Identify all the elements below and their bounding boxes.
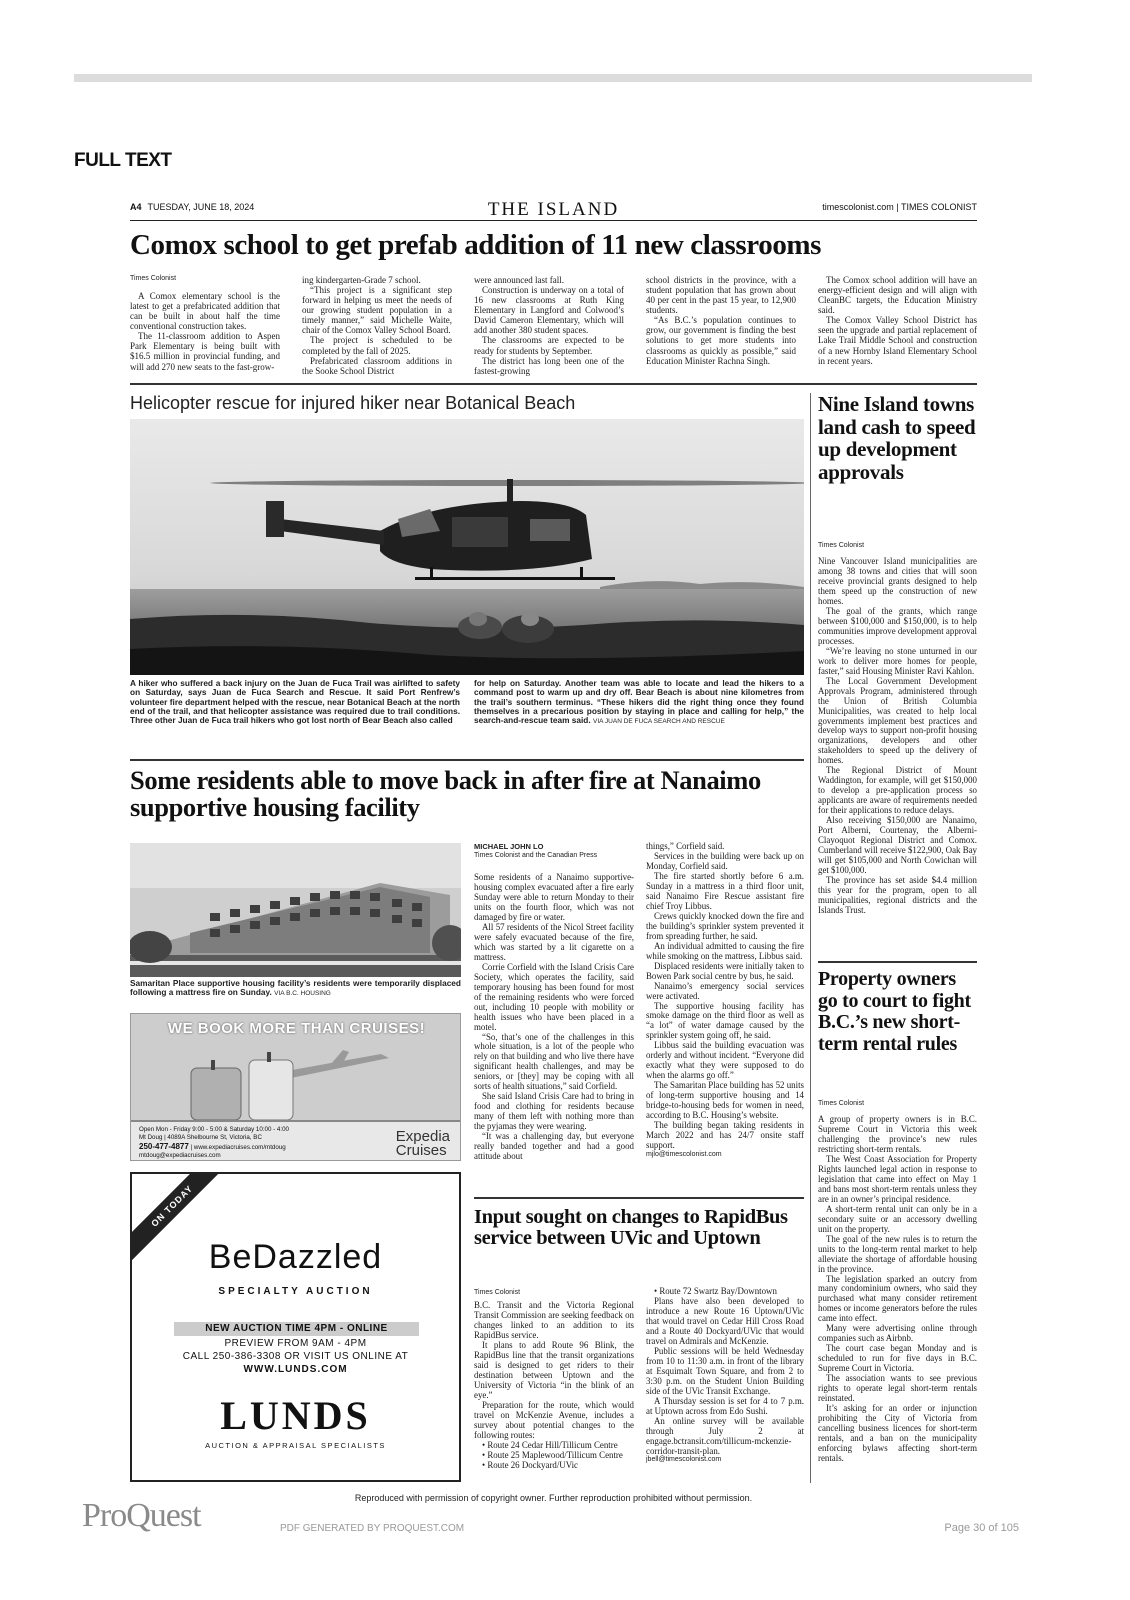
nanaimo-col-1: Some residents of a Nanaimo supportive-housing complex evacuated after a fire early Sunday were able to return Monday to their units on the fourth floor, which was not damaged by fire or water. All 57 residents of the Nicol Street facility were safely evacuated because of the fire, which was started by a lit cigarette on a mattress. Corrie Corfield with the Island Crisis Care Society, which operates the facility, said temporary housing has been found for most of the remaining residents who were forced out, including 10 people with mobility or health issues who have been placed in a motel. “So, that’s one of the challenges in this whole situation, is a lot of the people who rely on that building and who live there have significant health challenges, and may be seniors, or [they] may be coping with all sorts of health situations,” said Corfield. She said Island Crisis Care had to bring in food and clothing for residents because many of them left with nothing more than the pyjamas they were wearing. “It was a challenging day, but everyone really banded together and had a good attitude about (474, 872, 634, 1162)
section-rule (474, 1197, 804, 1199)
nanaimo-col-2: things,” Corfield said. Services in the building were back up on Monday, Corfield said. The fire started shortly before 6 a.m. Sunday in a mattress in a third floor unit, said Nanaimo Fire Rescue assistant fire chief Troy Libbus. Crews quickly knocked down the fire and the building’s sprinkler system prevented it from spreading further, he said. An individual admitted to causing the fire while smoking on the mattress, Libbus said. Displaced residents were initially taken to Bowen Park social centre by bus, he said. Nanaimo’s emergency social services were activated. The supportive housing facility has smoke damage on the third floor as well as “a lot” of water damage caused by the sprinkler system going off, he said. Libbus said the building evacuation was orderly and without incident. “Everyone did exactly what they were supposed to do when the alarms go off.” The Samaritan Place building has 52 units of long-term supportive housing and 14 bridge-to-housing beds for women in need, according to B.C. Housing’s website. The building began taking residents in March 2022 and has 24/7 onsite staff support. mjlo@timescolonist.com (646, 841, 804, 1159)
housing-photo-caption: Samaritan Place supportive housing facility’s residents were temporarily displaced following a mattress fire on Sunday. VIA B.C. HOUSING (130, 978, 461, 998)
rental-body: A group of property owners is in B.C. Supreme Court in Victoria this week challenging the province’s new rules restricting short-term rentals. The West Coast Association for Property Rights launched legal action in response to legislation that came into effect on May 1 and bans most short-term rentals unless they are in an owner’s principal residence. A short-term rental unit can only be in a secondary suite or an accessory dwelling unit on the property. The goal of the new rules is to return the units to the long-term rental market to help alleviate the shortage of affordable housing in the province. The legislation sparked an outcry from many condominium owners, who said they purchased what many consider retirement homes or income generators before the rules came into effect. Many were advertising online through companies such as Airbnb. The court case began Monday and is scheduled to run for five days in B.C. Supreme Court in Victoria. The association wants to see previous rights to operate legal short-term rentals reinstated. It’s asking for an order or injunction prohibiting the City of Victoria from cancelling business licences for short-term rentals, and a ban on the municipality enforcing bylaws affecting short-term rentals. (818, 1114, 977, 1463)
helicopter-headline: Helicopter rescue for injured hiker near Botanical Beach (130, 393, 576, 413)
newspaper-page (130, 197, 977, 1503)
nanaimo-headline: Some residents able to move back in after fire at Nanaimo supportive housing facility (130, 765, 761, 823)
helicopter-caption-left: A hiker who suffered a back injury on the Juan de Fuca Trail was airlifted to safety on Saturday, says Juan de Fuca Search and Rescue. It said Port Renfrew’s volunteer fire department helped with the rescue, near Botanical Beach at the north end of the trail, and that helicopter assistance was required due to trail conditions. Three other Juan de Fuca trail hikers who got lost north of Bear Beach also called (130, 678, 460, 726)
comox-col-1: A Comox elementary school is the latest to get a prefabricated addition that can be built in about half the time conventional construction takes. The 11-classroom addition to Aspen Park Elementary is being built with $16.5 million in provincial funding, and will add 270 new seats to the fast-grow- (130, 291, 280, 372)
column-divider (810, 393, 811, 1483)
site-label: timescolonist.com | TIMES COLONIST (822, 202, 977, 212)
lunds-tagline: AUCTION & APPRAISAL SPECIALISTS (205, 1441, 386, 1450)
auction-ad[interactable] (130, 1172, 461, 1482)
auction-time-banner: NEW AUCTION TIME 4PM - ONLINE (174, 1322, 419, 1336)
helicopter-caption-right: for help on Saturday. Another team was able to locate and lead the hikers to a command post to warm up and dry off. Bear Beach is about nine kilometres from the trail’s southern terminus. “These hikers did the right thing once they found themselves in a precarious position by staying in place and calling for help,” the search-and-rescue team said. VIA JUAN DE FUCA SEARCH AND RESCUE (474, 678, 804, 726)
comox-byline: Times Colonist (130, 275, 177, 282)
cruise-ad-email[interactable]: mtdoug@expediacruises.com (139, 1151, 221, 1159)
comox-col-3: were announced last fall. Construction is underway on a total of 16 new classrooms at Ruth King Elementary in Langford and Colwood’s David Cameron Elementary, which will add another 380 student spaces. The classrooms are expected to be ready for students by September. The district has long been one of the fastest-growing (474, 275, 624, 376)
comox-col-2: ing kindergarten-Grade 7 school. “This project is a significant step forward in helping us meet the needs of our growing student population in a timely manner,” said Michelle Waite, chair of the Comox Valley School Board. The project is scheduled to be completed by the fall of 2025. Prefabricated classroom additions in the Sooke School District (302, 275, 452, 376)
copyright-notice: Reproduced with permission of copyright owner. Further reproduction prohibited without permission. (354, 1493, 753, 1503)
housing-photo-image (130, 843, 461, 977)
rapidbus-byline: Times Colonist (474, 1289, 521, 1296)
comox-col-5: The Comox school addition will have an energy-efficient design and will align with CleanBC targets, the Education Ministry said. The Comox Valley School District has seen the upgrade and partial replacement of Lake Trail Middle School and construction of a new Hornby Island Elementary School in recent years. (818, 275, 977, 366)
rental-headline: Property owners go to court to fight B.C.’s new short-term rental rules (818, 968, 971, 1055)
cruise-ad-title: WE BOOK MORE THAN CRUISES! (167, 1020, 426, 1037)
section-rule (818, 961, 977, 963)
helicopter-photo (130, 419, 804, 675)
cruise-ad-phone[interactable]: 250-477-4877 (139, 1141, 189, 1151)
top-divider-bar (74, 74, 1032, 82)
comox-headline: Comox school to get prefab addition of 11 new classrooms (130, 229, 822, 261)
nanaimo-author: MICHAEL JOHN LO (474, 842, 544, 851)
section-rule (130, 383, 977, 385)
section-rule (130, 759, 804, 761)
lunds-logo: LUNDS (220, 1393, 371, 1438)
auction-call: CALL 250-386-3308 OR VISIT US ONLINE AT (182, 1351, 409, 1362)
auction-title: BeDazzled (208, 1238, 383, 1276)
issue-date: TUESDAY, JUNE 18, 2024 (147, 202, 255, 212)
page-counter: Page 30 of 105 (944, 1522, 1019, 1534)
helicopter-photo-credit: VIA JUAN DE FUCA SEARCH AND RESCUE (592, 718, 725, 726)
rapidbus-col-2: • Route 72 Swartz Bay/Downtown Plans have also been developed to introduce a new Route 16 Uptown/UVic that would travel on Cedar Hill Cross Road and a Route 40 Dockyard/UVic that would travel on Admirals and McKenzie. Public sessions will be held Wednesday from 10 to 11:30 a.m. in front of the library at Esquimalt Town Square, and from 2 to 3:30 p.m. on the Student Union Building side of the UVic Transit Exchange. A Thursday session is set for 4 to 7 p.m. at Uptown across from Edo Sushi. An online survey will be available through July 2 at engage.bctransit.com/tillicum-mckenzie-corridor-transit-plan. jbell@timescolonist.com (646, 1286, 804, 1464)
helicopter-photo-image (130, 419, 804, 675)
comox-col-4: school districts in the province, with a student population that has grown about 40 per cent in the past 15 year, to 12,900 students. “As B.C.’s population continues to grow, our government is finding the best solutions to get more students into classrooms as quickly as possible,” said Education Minister Rachna Singh. (646, 275, 796, 366)
rapidbus-headline: Input sought on changes to RapidBus service between UVic and Uptown (474, 1206, 788, 1249)
nanaimo-email: mjlo@timescolonist.com (646, 1151, 722, 1159)
auction-url[interactable]: WWW.LUNDS.COM (243, 1364, 348, 1375)
page-label: A4 (130, 202, 142, 212)
on-today-badge: ON TODAY (130, 1172, 229, 1263)
auction-preview: PREVIEW FROM 9AM - 4PM (224, 1338, 367, 1349)
proquest-logo: ProQuest (82, 1497, 201, 1534)
nanaimo-affiliation: Times Colonist and the Canadian Press (474, 852, 598, 859)
rapidbus-email: jbell@timescolonist.com (646, 1456, 722, 1464)
towns-byline: Times Colonist (818, 542, 865, 549)
housing-photo (130, 843, 461, 977)
rental-byline: Times Colonist (818, 1100, 865, 1107)
section-title: THE ISLAND (487, 199, 620, 220)
rapidbus-col-1: B.C. Transit and the Victoria Regional Transit Commission are seeking feedback on changes linked to an addition to its RapidBus service. It plans to add Route 96 Blink, the RapidBus line that the transit organizations said is designed to get riders to their destination between Uptown and the University of Victoria “in the blink of an eye.” Preparation for the route, which would travel on McKenzie Avenue, includes a survey about potential changes to the following routes: • Route 24 Cedar Hill/Tillicum Centre • Route 25 Maplewood/Tillicum Centre • Route 26 Dockyard/UVic (474, 1300, 634, 1470)
masthead (130, 197, 977, 221)
generated-by-label: PDF GENERATED BY PROQUEST.COM (280, 1523, 465, 1534)
cruise-ad-info: Open Mon - Friday 9:00 - 5:00 & Saturday 10:00 - 4:00 Mt Doug | 4089A Shelbourne St, Victoria, BC 250-477-4877 | www.expediacruises.com/mtdoug mtdoug@expediacruises.com (139, 1126, 289, 1159)
towns-body: Nine Vancouver Island municipalities are among 38 towns and cities that will soon receive provincial grants designed to help them speed up the construction of new homes. The goal of the grants, which range between $100,000 and $150,000, is to help communities improve development approval processes. “We’re leaving no stone unturned in our work to deliver more homes for people, faster,” said Housing Minister Ravi Kahlon. The Local Government Development Approvals Program, administered through the Union of British Columbia Municipalities, was created to help local governments implement best practices and develop ways to support non-profit housing organizations, developers and other stakeholders to speed up the delivery of homes. The Regional District of Mount Waddington, for example, will get $150,000 to develop a pre-application process so applicants are aware of requirements needed for their applications to reduce delays. Also receiving $150,000 are Nanaimo, Port Alberni, Courtenay, the Alberni-Clayoquot Regional District and Comox. Cumberland will receive $122,900, Oak Bay will get $105,000 and North Cowichan will get $100,000. The province has set aside $4.4 million this year for the program, open to all municipalities, regional districts and the Islands Trust. (818, 556, 977, 915)
cruise-ad-web[interactable]: www.expediacruises.com/mtdoug (193, 1143, 286, 1151)
housing-photo-credit: VIA B.C. HOUSING (274, 990, 331, 998)
cruise-ad[interactable] (130, 1013, 461, 1161)
auction-subtitle: SPECIALTY AUCTION (218, 1286, 373, 1297)
towns-headline: Nine Island towns land cash to speed up development approvals (818, 392, 976, 485)
expedia-cruises-logo: Expedia Cruises (395, 1128, 450, 1160)
full-text-heading: FULL TEXT (74, 150, 172, 171)
cruise-ad-address: Mt Doug | 4089A Shelbourne St, Victoria, BC (139, 1133, 262, 1141)
cruise-ad-hours: Open Mon - Friday 9:00 - 5:00 & Saturday 10:00 - 4:00 (139, 1126, 289, 1133)
